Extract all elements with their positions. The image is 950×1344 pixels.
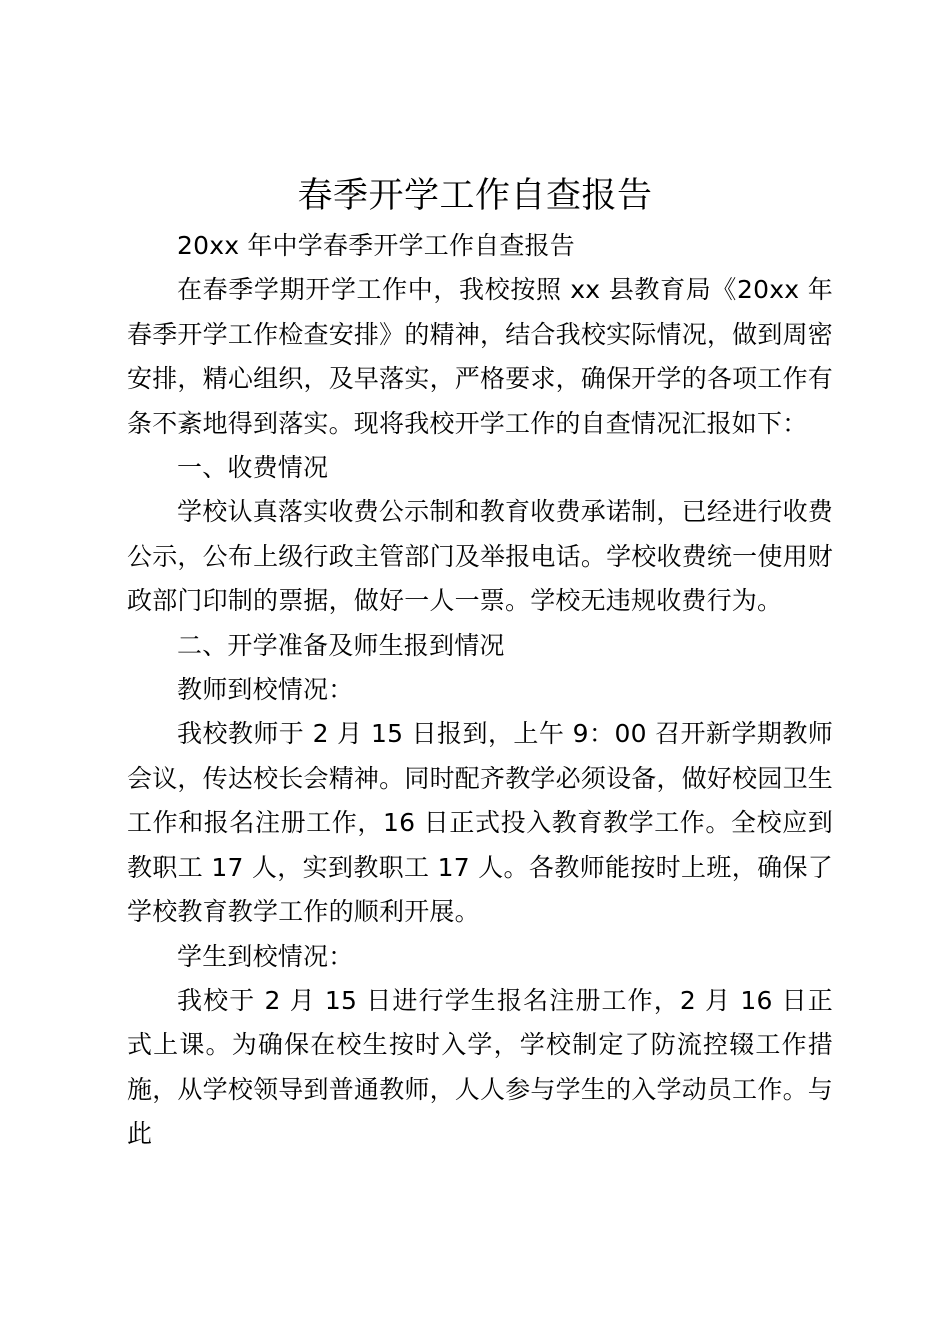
section-heading-preparation: 二、开学准备及师生报到情况 [177,630,505,660]
students-paragraph: 我校于 2 月 15 日进行学生报名注册工作，2 月 16 日正式上课。为确保在校生按时入学，学校制定了防流控辍工作措施，从学校领导到普通教师，人人参与学生的入学动员工作。与此 [127,985,833,1149]
intro-paragraph: 在春季学期开学工作中，我校按照 xx 县教育局《20xx 年春季开学工作检查安排》的精神，结合我校实际情况，做到周密安排，精心组织，及早落实，严格要求，确保开学的各项工作有条不紊地得到落实。现将我校开学工作的自查情况汇报如下： [127,275,833,438]
subheading-teachers: 教师到校情况： [177,675,354,705]
fees-paragraph: 学校认真落实收费公示制和教育收费承诺制，已经进行收费公示，公布上级行政主管部门及举报电话。学校收费统一使用财政部门印制的票据，做好一人一票。学校无违规收费行为。 [127,497,833,616]
subtitle-paragraph: 20xx 年中学春季开学工作自查报告 [177,231,575,260]
document-title: 春季开学工作自查报告 [297,176,653,216]
section-heading-fees: 一、收费情况 [177,453,329,483]
document-body [127,224,833,1157]
teachers-paragraph: 我校教师于 2 月 15 日报到，上午 9：00 召开新学期教师会议，传达校长会精神。同时配齐教学必须设备，做好校园卫生工作和报名注册工作，16 日正式投入教育教学工作。全校应到教职工 17 人，实到教职工 17 人。各教师能按时上班，确保了学校教育教学工作的顺利开展。 [127,719,833,927]
subheading-students: 学生到校情况： [177,941,354,971]
